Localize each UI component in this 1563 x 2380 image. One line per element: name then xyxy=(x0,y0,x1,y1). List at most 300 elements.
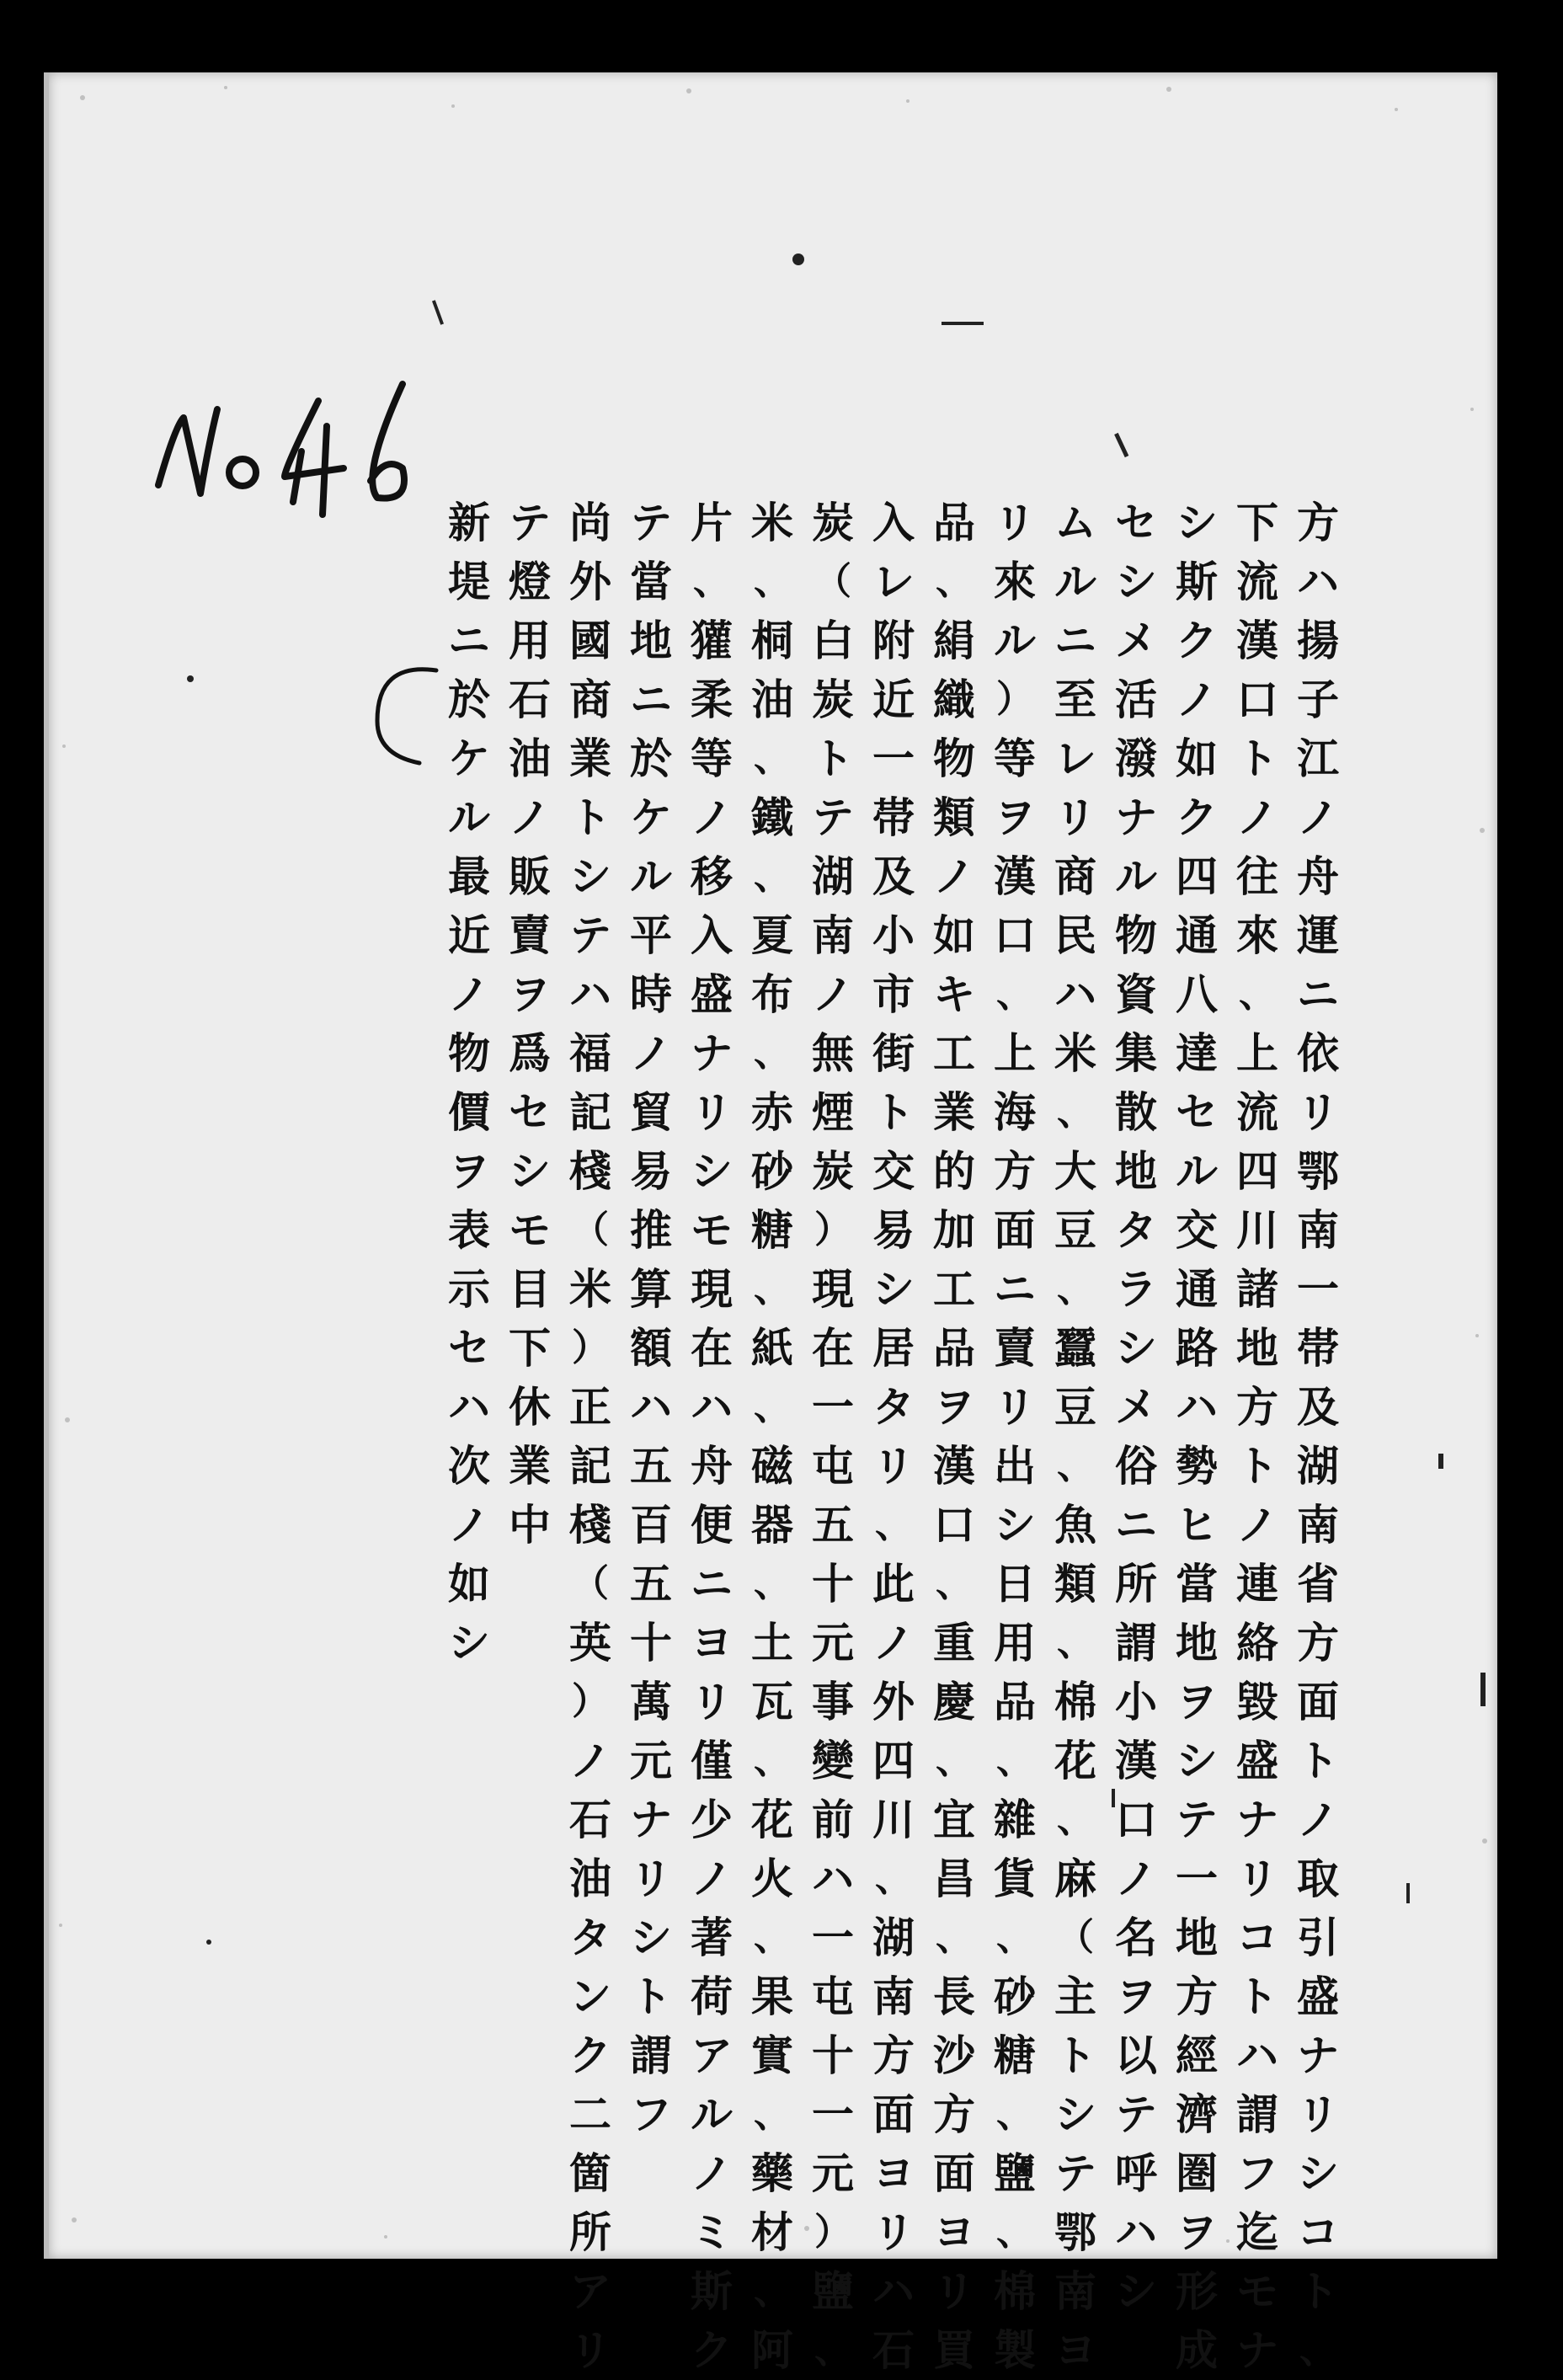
text-character: 炭 xyxy=(812,498,854,547)
text-character: ヒ xyxy=(1176,1500,1218,1550)
text-character: 品 xyxy=(994,1677,1036,1726)
text-character: 貨 xyxy=(994,1854,1036,1903)
text-character: フ xyxy=(630,2089,672,2139)
text-character: （ xyxy=(1057,1916,1094,1959)
text-character: 南 xyxy=(1297,1205,1339,1255)
text-character: ニ xyxy=(630,675,672,724)
text-character: ハ xyxy=(1297,557,1339,606)
text-character: 豆 xyxy=(1054,1205,1096,1255)
text-character: 主 xyxy=(1054,1972,1096,2021)
text-character: 土 xyxy=(751,1618,793,1668)
text-character: 、 xyxy=(754,1267,791,1310)
text-character: 方 xyxy=(1297,1618,1339,1668)
text-character: 、 xyxy=(1299,2329,1336,2372)
text-character: シ xyxy=(1115,2266,1157,2316)
text-character: 米 xyxy=(751,498,793,547)
text-character: ク xyxy=(569,2030,611,2080)
text-character: 沙 xyxy=(933,2030,975,2080)
text-character: 業 xyxy=(509,1441,551,1491)
text-character: 江 xyxy=(1297,734,1339,783)
text-character: 買 xyxy=(933,2325,975,2375)
text-character: 、 xyxy=(875,1503,912,1546)
text-character: レ xyxy=(872,557,915,606)
text-character: 英 xyxy=(569,1618,611,1668)
text-column xyxy=(1172,494,1221,2375)
text-character: 糖 xyxy=(751,1205,793,1255)
text-character: ） xyxy=(572,1680,609,1723)
text-character: 舟 xyxy=(691,1441,733,1491)
text-character: 在 xyxy=(812,1323,854,1373)
text-character: 業 xyxy=(569,734,611,783)
text-character: 易 xyxy=(872,1205,915,1255)
text-character: 十 xyxy=(812,1559,854,1609)
text-character: 盛 xyxy=(691,969,733,1019)
text-column xyxy=(1051,494,1100,2375)
text-character: 實 xyxy=(751,2030,793,2080)
text-character: 商 xyxy=(1054,851,1096,901)
text-character: 圏 xyxy=(1176,2148,1218,2198)
text-character: 魚 xyxy=(1054,1500,1096,1550)
text-character: 在 xyxy=(691,1323,733,1373)
text-character: 方 xyxy=(933,2089,975,2139)
text-character: 帯 xyxy=(1297,1323,1339,1373)
text-character: 中 xyxy=(509,1500,551,1550)
text-character: 連 xyxy=(1236,1559,1278,1609)
text-character: 下 xyxy=(1236,498,1278,547)
text-character: 地 xyxy=(630,616,672,665)
text-character: 口 xyxy=(994,910,1036,960)
text-character: 棉 xyxy=(994,2266,1036,2316)
text-character: 重 xyxy=(933,1618,975,1668)
text-character: 、 xyxy=(1057,1798,1094,1841)
text-character: ノ xyxy=(448,969,490,1019)
text-character: ム xyxy=(1054,498,1096,547)
handwritten-number-mark xyxy=(150,325,470,527)
text-character: ル xyxy=(1115,851,1157,901)
text-character: ハ xyxy=(872,2266,915,2316)
text-column xyxy=(1112,494,1160,2316)
text-character: 上 xyxy=(1236,1028,1278,1078)
text-character: 地 xyxy=(1176,1618,1218,1668)
text-character: 石 xyxy=(509,675,551,724)
text-column xyxy=(930,494,979,2375)
text-character: 勢 xyxy=(1176,1441,1218,1491)
text-character: （ xyxy=(572,1209,609,1251)
text-character: 八 xyxy=(1176,969,1218,1019)
text-character: セ xyxy=(1176,1087,1218,1137)
text-character: リ xyxy=(1054,792,1096,842)
text-character: 獾 xyxy=(691,616,733,665)
text-character: ト xyxy=(630,1972,672,2021)
text-character: 鄂 xyxy=(1054,2207,1096,2257)
text-character: 、 xyxy=(754,1562,791,1605)
text-character: 瓦 xyxy=(751,1677,793,1726)
text-character: 外 xyxy=(569,557,611,606)
text-character: 平 xyxy=(630,910,672,960)
text-character: 達 xyxy=(1176,1028,1218,1078)
text-character: ノ xyxy=(509,792,551,842)
text-character: 、 xyxy=(996,1916,1033,1959)
text-character: ハ xyxy=(1176,1382,1218,1432)
text-character: 的 xyxy=(933,1146,975,1196)
text-character: 口 xyxy=(1236,675,1278,724)
text-character: ハ xyxy=(1115,2207,1157,2257)
text-character: 用 xyxy=(509,616,551,665)
text-column xyxy=(1233,494,1282,2375)
text-character: 斯 xyxy=(1176,557,1218,606)
text-character: 五 xyxy=(630,1441,672,1491)
text-character: 成 xyxy=(1176,2325,1218,2375)
text-character: 市 xyxy=(872,969,915,1019)
text-character: 蠶 xyxy=(1054,1323,1096,1373)
text-character: 湖 xyxy=(872,1913,915,1962)
text-character: 漢 xyxy=(933,1441,975,1491)
text-character: ヲ xyxy=(933,1382,975,1432)
text-character: ヲ xyxy=(1115,1972,1157,2021)
text-character: 一 xyxy=(812,1913,854,1962)
text-character: 海 xyxy=(994,1087,1036,1137)
text-character: 、 xyxy=(814,2329,851,2372)
text-character: （ xyxy=(572,1562,609,1605)
text-character: 斯 xyxy=(691,2266,733,2316)
text-character: シ xyxy=(630,1913,672,1962)
text-character: モ xyxy=(509,1205,551,1255)
text-character: 價 xyxy=(448,1087,490,1137)
text-character: 交 xyxy=(872,1146,915,1196)
text-character: テ xyxy=(630,498,672,547)
text-character: 四 xyxy=(1176,851,1218,901)
text-character: 、 xyxy=(1057,1444,1094,1487)
text-character: 地 xyxy=(1115,1146,1157,1196)
text-character: 絡 xyxy=(1236,1618,1278,1668)
text-character: ク xyxy=(691,2325,733,2375)
text-character: 、 xyxy=(754,1385,791,1428)
text-character: 元 xyxy=(812,1618,854,1668)
text-character: 南 xyxy=(872,1972,915,2021)
text-character: 、 xyxy=(754,2093,791,2136)
text-character: 漢 xyxy=(1115,1736,1157,1785)
text-character: ハ xyxy=(1054,969,1096,1019)
text-character: 物 xyxy=(1115,910,1157,960)
text-character: ト xyxy=(812,734,854,783)
text-character: 福 xyxy=(569,1028,611,1078)
text-character: ナ xyxy=(630,1795,672,1844)
text-character: 現 xyxy=(812,1264,854,1314)
text-character: 集 xyxy=(1115,1028,1157,1078)
text-character: 材 xyxy=(751,2207,793,2257)
text-character: 經 xyxy=(1176,2030,1218,2080)
text-character: モ xyxy=(691,1205,733,1255)
text-character: 、 xyxy=(996,2211,1033,2254)
text-character: 新 xyxy=(448,498,490,547)
text-character: 至 xyxy=(1054,675,1096,724)
text-character: 易 xyxy=(630,1146,672,1196)
text-character: ノ xyxy=(691,792,733,842)
text-character: シ xyxy=(691,1146,733,1196)
text-character: ノ xyxy=(448,1500,490,1550)
text-character: 大 xyxy=(1054,1146,1096,1196)
text-character: リ xyxy=(933,2266,975,2316)
text-character: 於 xyxy=(630,734,672,783)
text-character: 推 xyxy=(630,1205,672,1255)
text-character: 方 xyxy=(1236,1382,1278,1432)
text-column xyxy=(990,494,1039,2375)
text-character: 通 xyxy=(1176,910,1218,960)
text-character: リ xyxy=(872,2207,915,2257)
text-character: セ xyxy=(448,1323,490,1373)
text-character: 用 xyxy=(994,1618,1036,1668)
text-character: 宜 xyxy=(933,1795,975,1844)
text-character: 油 xyxy=(569,1854,611,1903)
text-character: ナ xyxy=(1236,2325,1278,2375)
text-character: 藥 xyxy=(751,2148,793,2198)
text-character: ヨ xyxy=(872,2148,915,2198)
text-character: 器 xyxy=(751,1500,793,1550)
text-character: 事 xyxy=(812,1677,854,1726)
text-character: 等 xyxy=(691,734,733,783)
text-character: 川 xyxy=(872,1795,915,1844)
text-character: 炭 xyxy=(812,1146,854,1196)
text-character: 散 xyxy=(1115,1087,1157,1137)
text-column xyxy=(566,494,615,2375)
text-character: 賣 xyxy=(994,1323,1036,1373)
text-character: 、 xyxy=(1057,1267,1094,1310)
text-character: ノ xyxy=(812,969,854,1019)
text-character: ヲ xyxy=(1176,2207,1218,2257)
text-character: ニ xyxy=(691,1559,733,1609)
text-character: 民 xyxy=(1054,910,1096,960)
text-character: ノ xyxy=(1236,792,1278,842)
text-character: 迄 xyxy=(1236,2207,1278,2257)
text-character: 元 xyxy=(812,2148,854,2198)
text-character: 品 xyxy=(933,1323,975,1373)
text-character: 休 xyxy=(509,1382,551,1432)
text-character: 物 xyxy=(448,1028,490,1078)
text-character: ニ xyxy=(1115,1500,1157,1550)
text-character: タ xyxy=(872,1382,915,1432)
text-character: コ xyxy=(1297,2207,1339,2257)
text-character: ト xyxy=(1297,1736,1339,1785)
text-character: 十 xyxy=(812,2030,854,2080)
text-character: ノ xyxy=(1297,792,1339,842)
text-character: 鹽 xyxy=(994,2148,1036,2198)
text-character: 、 xyxy=(754,1916,791,1959)
text-character: 花 xyxy=(751,1795,793,1844)
text-character: 棧 xyxy=(569,1146,611,1196)
text-character: ケ xyxy=(630,792,672,842)
text-character: 鐵 xyxy=(751,792,793,842)
text-character: 算 xyxy=(630,1264,672,1314)
text-character: 等 xyxy=(994,734,1036,783)
text-character: 謂 xyxy=(1236,2089,1278,2139)
text-character: リ xyxy=(569,2325,611,2375)
text-character: 麻 xyxy=(1054,1854,1096,1903)
text-character: ノ xyxy=(1297,1795,1339,1844)
text-character: 前 xyxy=(812,1795,854,1844)
text-character: 元 xyxy=(630,1736,672,1785)
text-character: 桐 xyxy=(751,616,793,665)
text-character: 毀 xyxy=(1236,1677,1278,1726)
text-character: リ xyxy=(994,498,1036,547)
text-character: ト xyxy=(1236,734,1278,783)
text-character: ト xyxy=(872,1087,915,1137)
text-character: 出 xyxy=(994,1441,1036,1491)
text-character: 如 xyxy=(1176,734,1218,783)
text-character: 時 xyxy=(630,969,672,1019)
text-character: 記 xyxy=(569,1087,611,1137)
text-character: 當 xyxy=(1176,1559,1218,1609)
text-character: 來 xyxy=(1236,910,1278,960)
text-character: 炭 xyxy=(812,675,854,724)
text-character: シ xyxy=(509,1146,551,1196)
text-character: ル xyxy=(1054,557,1096,606)
text-character: ヨ xyxy=(1054,2325,1096,2375)
text-character: リ xyxy=(630,1854,672,1903)
text-character: 取 xyxy=(1297,1854,1339,1903)
text-character: レ xyxy=(1054,734,1096,783)
text-character: ト xyxy=(569,792,611,842)
text-character: ノ xyxy=(1176,675,1218,724)
text-character: （ xyxy=(814,560,851,603)
text-character: 夏 xyxy=(751,910,793,960)
text-character: 口 xyxy=(933,1500,975,1550)
text-character: 帯 xyxy=(872,792,915,842)
text-character: 昌 xyxy=(933,1854,975,1903)
text-character: 次 xyxy=(448,1441,490,1491)
text-character: ハ xyxy=(691,1382,733,1432)
text-character: 鄂 xyxy=(1297,1146,1339,1196)
text-character: テ xyxy=(812,792,854,842)
text-character: 類 xyxy=(1054,1559,1096,1609)
text-character: 棉 xyxy=(1054,1677,1096,1726)
text-character: ナ xyxy=(1297,2030,1339,2080)
text-character: ニ xyxy=(994,1264,1036,1314)
text-character: 柔 xyxy=(691,675,733,724)
text-character: 片 xyxy=(691,498,733,547)
text-character: 屯 xyxy=(812,1441,854,1491)
text-character: 販 xyxy=(509,851,551,901)
text-character: 湖 xyxy=(1297,1441,1339,1491)
text-character: 、 xyxy=(754,737,791,780)
text-character: モ xyxy=(1236,2266,1278,2316)
hand-drawn-bracket-mark xyxy=(360,654,453,805)
text-character: 方 xyxy=(1176,1972,1218,2021)
text-character: 國 xyxy=(569,616,611,665)
text-character: 、 xyxy=(1239,973,1276,1016)
text-character: リ xyxy=(1236,1854,1278,1903)
text-character: 五 xyxy=(630,1559,672,1609)
text-character: 漢 xyxy=(1236,616,1278,665)
text-character: セ xyxy=(509,1087,551,1137)
text-character: 石 xyxy=(872,2325,915,2375)
text-character: ナ xyxy=(1236,1795,1278,1844)
text-character: ア xyxy=(569,2266,611,2316)
text-character: ミ xyxy=(691,2207,733,2257)
document-page xyxy=(44,72,1497,2375)
text-character: シ xyxy=(1115,1323,1157,1373)
text-character: テ xyxy=(1115,2089,1157,2139)
text-character: ク xyxy=(1176,792,1218,842)
text-character: 雜 xyxy=(994,1795,1036,1844)
text-character: テ xyxy=(569,910,611,960)
text-character: リ xyxy=(1297,2089,1339,2139)
text-character: 口 xyxy=(1115,1795,1157,1844)
text-character: 、 xyxy=(754,560,791,603)
text-character: 布 xyxy=(751,969,793,1019)
text-character: メ xyxy=(1115,616,1157,665)
text-character: 一 xyxy=(1176,1854,1218,1903)
text-character: 油 xyxy=(751,675,793,724)
text-character: 路 xyxy=(1176,1323,1218,1373)
text-character: コ xyxy=(1236,1913,1278,1962)
text-character: 一 xyxy=(1297,1264,1339,1314)
text-character: 米 xyxy=(1054,1028,1096,1078)
text-character: シ xyxy=(569,851,611,901)
text-character: ナ xyxy=(1115,792,1157,842)
text-character: ク xyxy=(1176,616,1218,665)
text-character: ） xyxy=(814,1209,851,1251)
text-character: 糖 xyxy=(994,2030,1036,2080)
text-character: 附 xyxy=(872,616,915,665)
text-character: 小 xyxy=(872,910,915,960)
text-character: 、 xyxy=(1057,1621,1094,1664)
text-column xyxy=(687,494,736,2375)
text-character: 盛 xyxy=(1236,1736,1278,1785)
text-character: 著 xyxy=(691,1913,733,1962)
text-character: 流 xyxy=(1236,1087,1278,1137)
text-character: シ xyxy=(448,1618,490,1668)
text-character: 一 xyxy=(872,734,915,783)
text-character: フ xyxy=(1236,2148,1278,2198)
text-character: 阿 xyxy=(751,2325,793,2375)
text-character: 小 xyxy=(1115,1677,1157,1726)
text-character: 加 xyxy=(933,1205,975,1255)
text-character: 移 xyxy=(691,851,733,901)
text-column xyxy=(1294,494,1342,2372)
text-character: テ xyxy=(1176,1795,1218,1844)
text-character: 日 xyxy=(994,1559,1036,1609)
text-character: ヲ xyxy=(1176,1677,1218,1726)
text-character: 於 xyxy=(448,675,490,724)
text-character: 、 xyxy=(754,2270,791,2313)
text-character: ト xyxy=(1236,1972,1278,2021)
text-character: ン xyxy=(569,1972,611,2021)
text-character: ノ xyxy=(872,1618,915,1668)
text-character: 、 xyxy=(996,2093,1033,2136)
text-character: 絹 xyxy=(933,616,975,665)
text-character: 荷 xyxy=(691,1972,733,2021)
text-character: ニ xyxy=(448,616,490,665)
text-column xyxy=(505,494,554,2178)
text-character: ハ xyxy=(448,1382,490,1432)
text-character: 爲 xyxy=(509,1028,551,1078)
text-character: 外 xyxy=(872,1677,915,1726)
text-character: リ xyxy=(872,1441,915,1491)
text-character: ラ xyxy=(1115,1264,1157,1314)
text-character: 面 xyxy=(1297,1677,1339,1726)
text-character: 、 xyxy=(875,1857,912,1900)
text-character: 二 xyxy=(569,2089,611,2139)
text-character: 面 xyxy=(933,2148,975,2198)
text-character: 、 xyxy=(936,1916,973,1959)
text-character: 慶 xyxy=(933,1677,975,1726)
text-character: 濟 xyxy=(1176,2089,1218,2139)
text-character: 、 xyxy=(936,1739,973,1782)
text-character: 赤 xyxy=(751,1087,793,1137)
text-character: 面 xyxy=(872,2089,915,2139)
text-character: リ xyxy=(1297,1087,1339,1137)
text-character: ハ xyxy=(1236,2030,1278,2080)
